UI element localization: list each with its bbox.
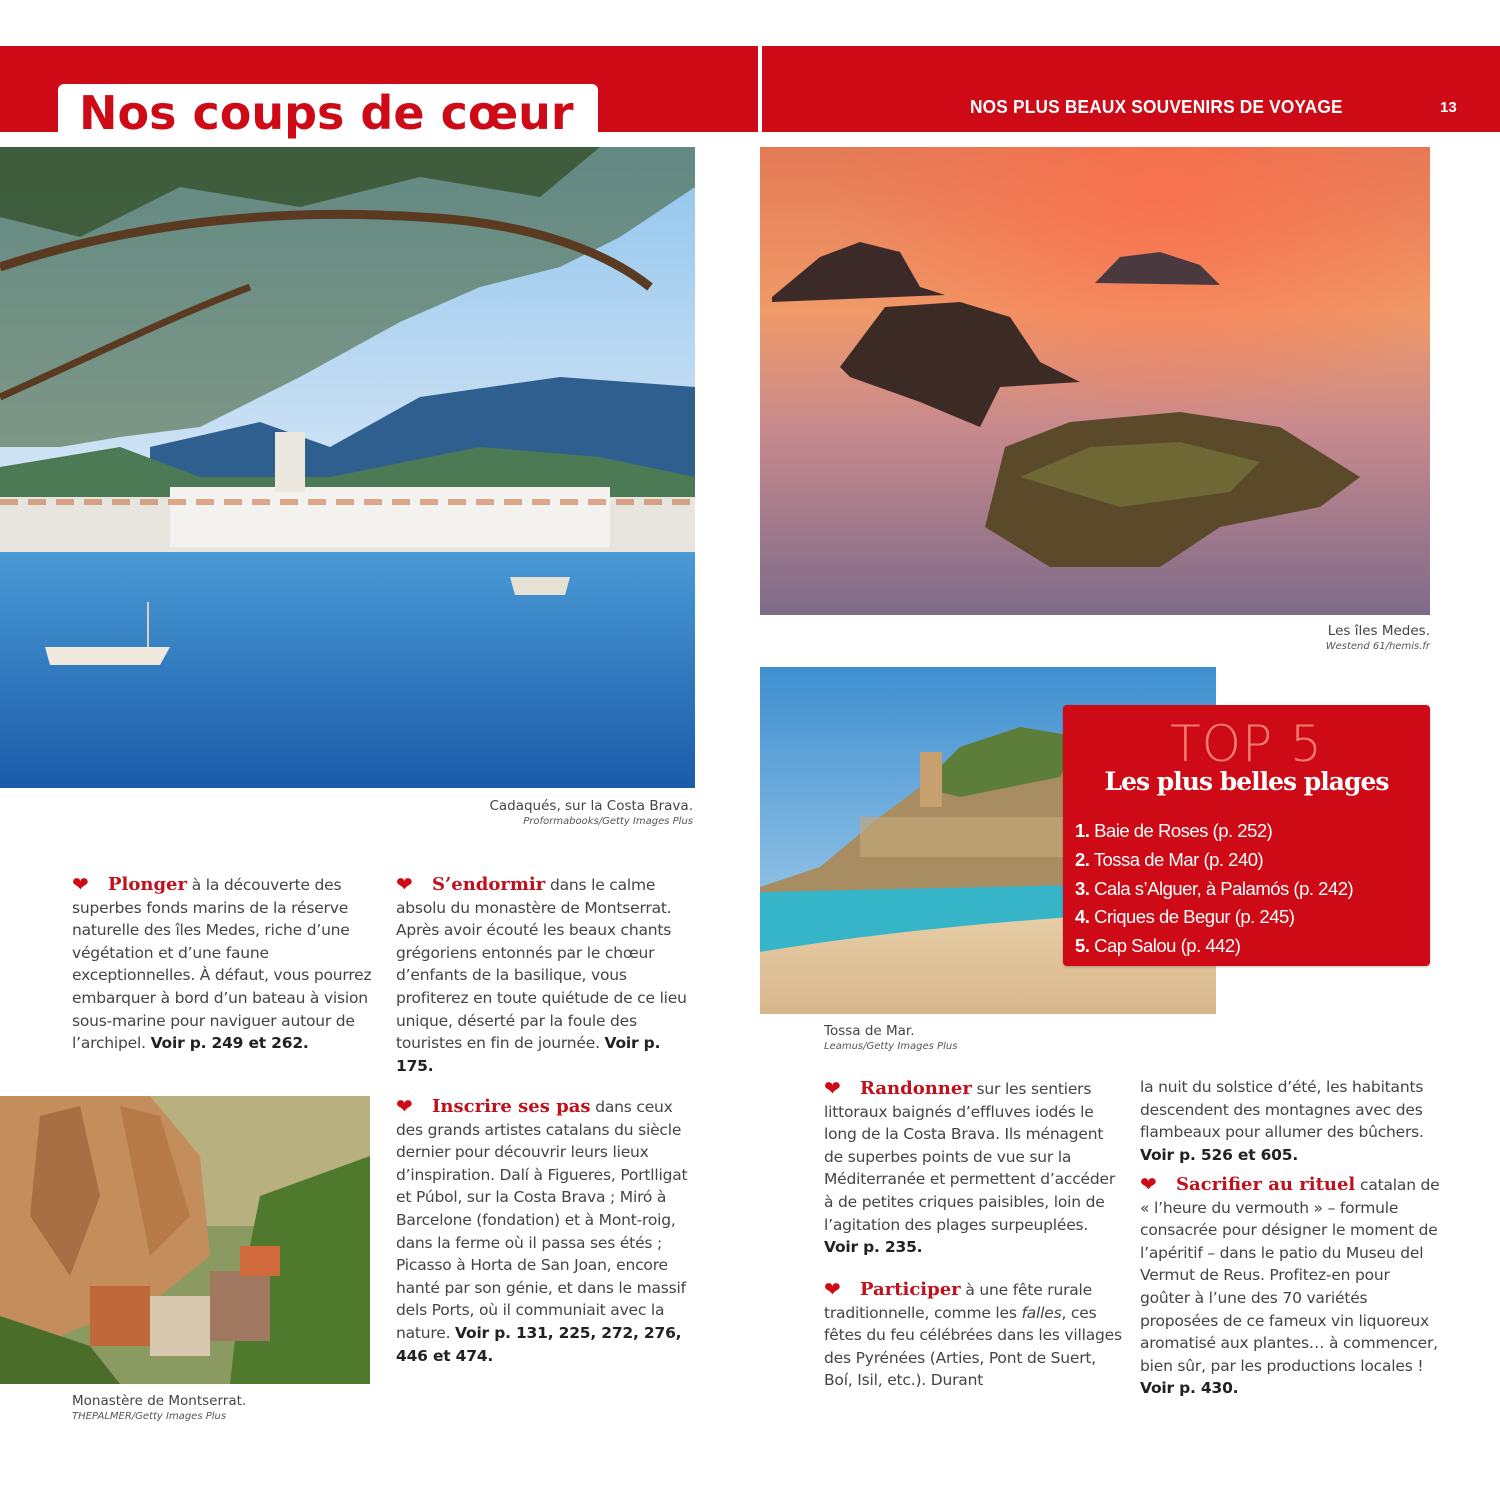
top5-item: 3. Cala s’Alguer, à Palamós (p. 242)	[1075, 877, 1354, 899]
photo-cadaques	[0, 147, 695, 788]
heart-icon: ❤	[72, 872, 89, 896]
entry-lead: Randonner	[860, 1078, 972, 1099]
photo-montserrat	[0, 1096, 370, 1384]
entry-participer: ❤ Participer à une fête rurale traditionnelle, comme les falles, ces fêtes du feu célébrées dans les villages des Pyrénées (Arties, Pont de Suert, Boí, Isil, etc.). Durant	[824, 1277, 1122, 1390]
page-reference: Voir p. 131, 225, 272, 276, 446 et 474.	[396, 1323, 682, 1365]
page-reference: Voir p. 249 et 262.	[150, 1034, 309, 1053]
entry-randonner: ❤ Randonner sur les sentiers littoraux baignés d’effluves iodés le long de la Costa Brava. Ils ménagent de superbes points de vue sur la Méditerranée et permettent d’accéder à de petites criques paisibles, loin de l’agitation des plages surpeuplées. Voir p. 235.	[824, 1076, 1116, 1257]
top5-item: 4. Criques de Begur (p. 245)	[1075, 906, 1295, 928]
heart-icon: ❤	[396, 872, 413, 896]
top5-box	[1063, 705, 1430, 966]
entry-inscrire: ❤ Inscrire ses pas dans ceux des grands artistes catalans du siècle dernier pour découvrir leurs lieux d’inspiration. Dalí à Figueres, Portlligat et Púbol, sur la Costa Brava ; Miró à Barcelone (fondation) et à Mont-roig, dans la ferme où il passa ses étés ; Picasso à Horta de San Joan, encore hanté par son génie, et dans le massif dels Ports, où il communiait avec la nature. Voir p. 131, 225, 272, 276, 446 et 474.	[396, 1094, 688, 1365]
top5-list	[1075, 817, 1353, 961]
top5-item: 2. Tossa de Mar (p. 240)	[1075, 848, 1264, 870]
caption-montserrat	[72, 1392, 372, 1424]
header-band-right	[762, 46, 1500, 132]
heart-icon: ❤	[396, 1094, 413, 1118]
caption-tossa-de-mar	[824, 1022, 1124, 1054]
page-title: Nos coups de cœur	[79, 86, 574, 140]
entry-sacrifier: ❤ Sacrifier au rituel catalan de « l’heure du vermouth » – formule consacrée pour désigner le moment de l’apéritif – dans le patio du Museu del Vermut de Reus. Profitez-en pour goûter à l’une des 70 variétés proposées de ce fameux vin liquoreux aromatisé aux plantes… à commencer, bien sûr, par les productions locales ! Voir p. 430.	[1140, 1172, 1440, 1398]
entry-lead: Sacrifier au rituel	[1176, 1174, 1356, 1195]
photo-credit: Proformabooks/Getty Images Plus	[523, 816, 693, 827]
page-reference: Voir p. 235.	[824, 1238, 923, 1257]
caption-text: Cadaqués, sur la Costa Brava.	[489, 798, 693, 814]
page-reference: Voir p. 430.	[1140, 1379, 1239, 1398]
caption-text: Monastère de Montserrat.	[72, 1393, 247, 1409]
running-head: NOS PLUS BEAUX SOUVENIRS DE VOYAGE	[970, 97, 1343, 117]
entry-lead: Inscrire ses pas	[432, 1096, 591, 1117]
caption-cadaques	[395, 797, 693, 829]
entry-lead: S’endormir	[432, 874, 546, 895]
page-number: 13	[1440, 99, 1457, 116]
page-reference: Voir p. 526 et 605.	[1140, 1145, 1299, 1164]
caption-text: Les îles Medes.	[1327, 623, 1430, 639]
entry-endormir: ❤ S’endormir dans le calme absolu du monastère de Montserrat. Après avoir écouté les beaux chants grégoriens entonnés par le chœur d’enfants de la basilique, vous profiterez en toute quiétude de ce lieu unique, déserté par la foule des touristes en fin de journée. Voir p. 175.	[396, 872, 687, 1075]
photo-credit: Leamus/Getty Images Plus	[824, 1041, 958, 1052]
heart-icon: ❤	[824, 1277, 841, 1301]
entry-lead: Participer	[860, 1279, 961, 1300]
heart-icon: ❤	[1140, 1172, 1157, 1196]
photo-iles-medes	[760, 147, 1430, 615]
entry-lead: Plonger	[108, 874, 187, 895]
caption-text: Tossa de Mar.	[824, 1023, 915, 1039]
photo-credit: THEPALMER/Getty Images Plus	[72, 1411, 227, 1422]
top5-item: 1. Baie de Roses (p. 252)	[1075, 820, 1273, 841]
top5-item: 5. Cap Salou (p. 442)	[1075, 935, 1241, 957]
page-reference: Voir p. 175.	[396, 1034, 661, 1075]
heart-icon: ❤	[824, 1076, 841, 1100]
entry-plonger: ❤ Plonger à la découverte des superbes fonds marins de la réserve naturelle des îles Medes, riche d’une végétation et d’une faune exceptionnelles. À défaut, vous pourrez embarquer à bord d’un bateau à vision sous-marine pour naviguer autour de l’archipel. Voir p. 249 et 262.	[72, 872, 372, 1053]
top5-heading: TOP 5	[1170, 715, 1323, 773]
entry-participer-continued: la nuit du solstice d’été, les habitants descendent des montagnes avec des flambeaux pour allumer des bûchers. Voir p. 526 et 605.	[1140, 1078, 1424, 1164]
top5-subtitle: Les plus belles plages	[1104, 767, 1389, 796]
caption-iles-medes	[1130, 622, 1430, 654]
photo-credit: Westend 61/hemis.fr	[1325, 641, 1430, 652]
